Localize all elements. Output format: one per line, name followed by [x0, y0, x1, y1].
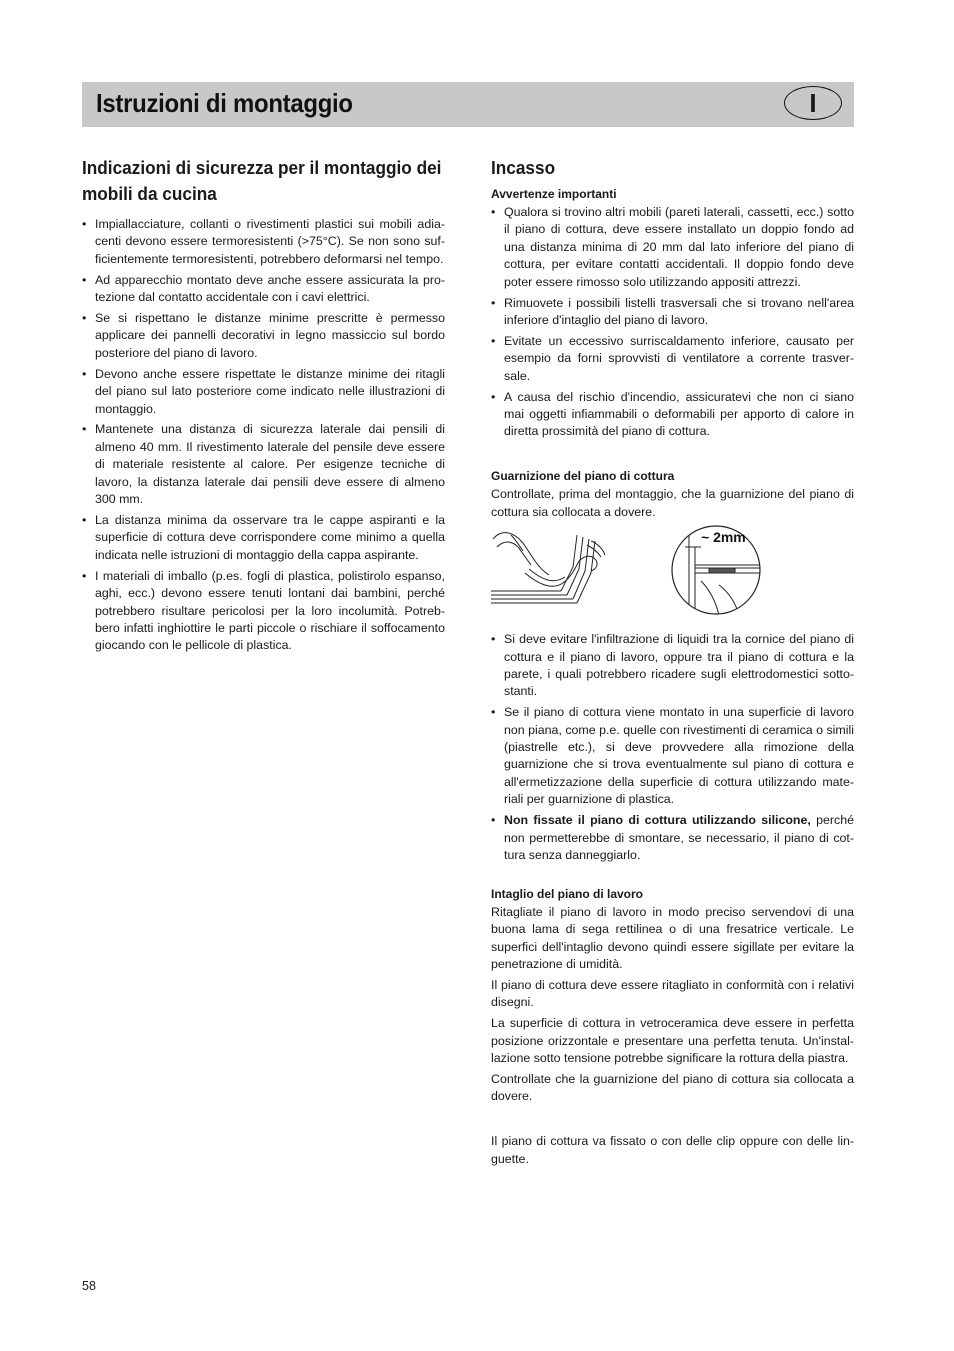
- cutout-paragraph: La superficie di cottura in vetroceramica deve essere in perfetta posizione orizzontale e presentare una perfetta tenuta. Un'instal-lazione sotto tensione potrebbe significare la rottura della piastra.: [491, 1016, 854, 1066]
- list-item: • Rimuovete i possibili listelli trasversali che si trovano nell'area inferiore d'intaglio del piano di lavoro.: [491, 295, 854, 330]
- fixing-paragraph: Il piano di cottura va fissato o con delle clip oppure con delle lin-guette.: [491, 1134, 854, 1166]
- list-item: • Mantenete una distanza di sicurezza laterale dai pensili di almeno 40 mm. Il rivestimento laterale del pensile deve essere di materiale resistente al calore. Per esigenze tecniche di lavoro, la distanza laterale dai pensili deve essere di almeno 300 mm.: [82, 421, 445, 508]
- incasso-heading: Incasso: [491, 157, 556, 178]
- gap-label: ~ 2mm: [701, 529, 746, 546]
- right-column: [491, 155, 854, 1172]
- gasket-subheading: Guarnizione del piano di cottura: [491, 469, 675, 484]
- safety-list: [82, 216, 445, 655]
- silicone-warning-rest: perché non permetterebbe di smontare, se necessario, il piano di cot-tura senza danneggiarlo.: [504, 813, 854, 862]
- gasket-figures: [491, 525, 854, 625]
- gasket-gap-detail-illustration: [671, 525, 761, 615]
- header-bar: [82, 82, 854, 127]
- warnings-list: [491, 204, 854, 441]
- list-item: • Se il piano di cottura viene montato in una superficie di lavoro non piana, come p.e. quelle con rivestimenti di ceramica o simili (piastrelle etc.), si deve provvedere alla rimozione della guarnizione che si trova eventualmente sul piano di cottura e all'ermetizzazione della superficie di cottura utilizzando mate-riali per guarnizione di plastica.: [491, 704, 854, 808]
- list-item: • I materiali di imballo (p.es. fogli di plastica, polistirolo espanso, aghi, ecc.) devono essere tenuti lontani dai bambini, perché potrebbero risultare pericolosi per la loro incolumità. Potreb-bero infatti inghiottire le parti piccole o rischiare il soffocamento giocando con le pellicole di plastica.: [82, 568, 445, 655]
- silicone-warning-bold: Non fissate il piano di cottura utilizzando silicone,: [504, 813, 811, 828]
- gasket-list: [491, 631, 854, 864]
- list-item: [491, 812, 854, 864]
- cutout-paragraph: Il piano di cottura deve essere ritagliato in conformità con i relativi disegni.: [491, 978, 854, 1010]
- page-title: Istruzioni di montaggio: [96, 88, 353, 118]
- cutout-paragraph: Controllate che la guarnizione del piano di cottura sia collocata a dovere.: [491, 1072, 854, 1104]
- list-item: • Devono anche essere rispettate le distanze minime dei ritagli del piano sul lato posteriore come indicato nelle illustrazioni di montaggio.: [82, 366, 445, 418]
- safety-heading: Indicazioni di sicurezza per il montaggio dei mobili da cucina: [82, 157, 442, 204]
- warnings-subheading: Avvertenze importanti: [491, 187, 617, 201]
- list-item: • Impiallacciature, collanti o rivestimenti plastici sui mobili adia-centi devono essere termoresistenti (>75°C). Se non sono suf-ficientemente termoresistenti, potrebbero deformarsi nel tempo.: [82, 216, 445, 268]
- cutout-paragraph: Ritagliate il piano di lavoro in modo preciso servendovi di una buona lama di sega rettilinea o di una fresatrice verticale. Le superfici dell'intaglio devono quindi essere sigillate per evitare la penetrazione di umidità.: [491, 904, 854, 972]
- gasket-text: Controllate, prima del montaggio, che la guarnizione del piano di cottura sia collocata a dovere.: [491, 487, 854, 519]
- list-item: • A causa del rischio d'incendio, assicuratevi che non ci siano mai oggetti infiammabili o deformabili per apporto di calore in diretta prossimità del piano di cottura.: [491, 389, 854, 441]
- gasket-fitting-illustration: [491, 525, 611, 605]
- list-item: • Se si rispettano le distanze minime prescritte è permesso applicare dei pannelli decorativi in legno massiccio sul bordo posteriore del piano di lavoro.: [82, 310, 445, 362]
- list-item: • Qualora si trovino altri mobili (pareti laterali, cassetti, ecc.) sotto il piano di cottura, deve essere installato un doppio fondo ad una distanza minima di 20 mm dal lato inferiore del piano di cottura, per evitare contatti accidentali. Il doppio fondo deve poter essere rimosso solo utilizzando appositi attrezzi.: [491, 204, 854, 291]
- list-item: • La distanza minima da osservare tra le cappe aspiranti e la superficie di cottura deve corrispondere come minimo a quella indicata nelle istruzioni di montaggio della cappa aspirante.: [82, 512, 445, 564]
- list-item: • Evitate un eccessivo surriscaldamento inferiore, causato per esempio da forni sprovvisti di ventilatore a corrente trasver-sale.: [491, 333, 854, 385]
- list-item: • Ad apparecchio montato deve anche essere assicurata la pro-tezione dal contatto accidentale con i cavi elettrici.: [82, 272, 445, 307]
- cutout-subheading: Intaglio del piano di lavoro: [491, 886, 644, 901]
- left-column: [82, 155, 445, 658]
- list-item: • Si deve evitare l'infiltrazione di liquidi tra la cornice del piano di cottura e il piano di lavoro, oppure tra il piano di cottura e la parete, i quali potrebbero ricadere sugli elettrodomestici sotto-stanti.: [491, 631, 854, 701]
- page-number: 58: [82, 1279, 96, 1293]
- language-badge: I: [784, 86, 842, 120]
